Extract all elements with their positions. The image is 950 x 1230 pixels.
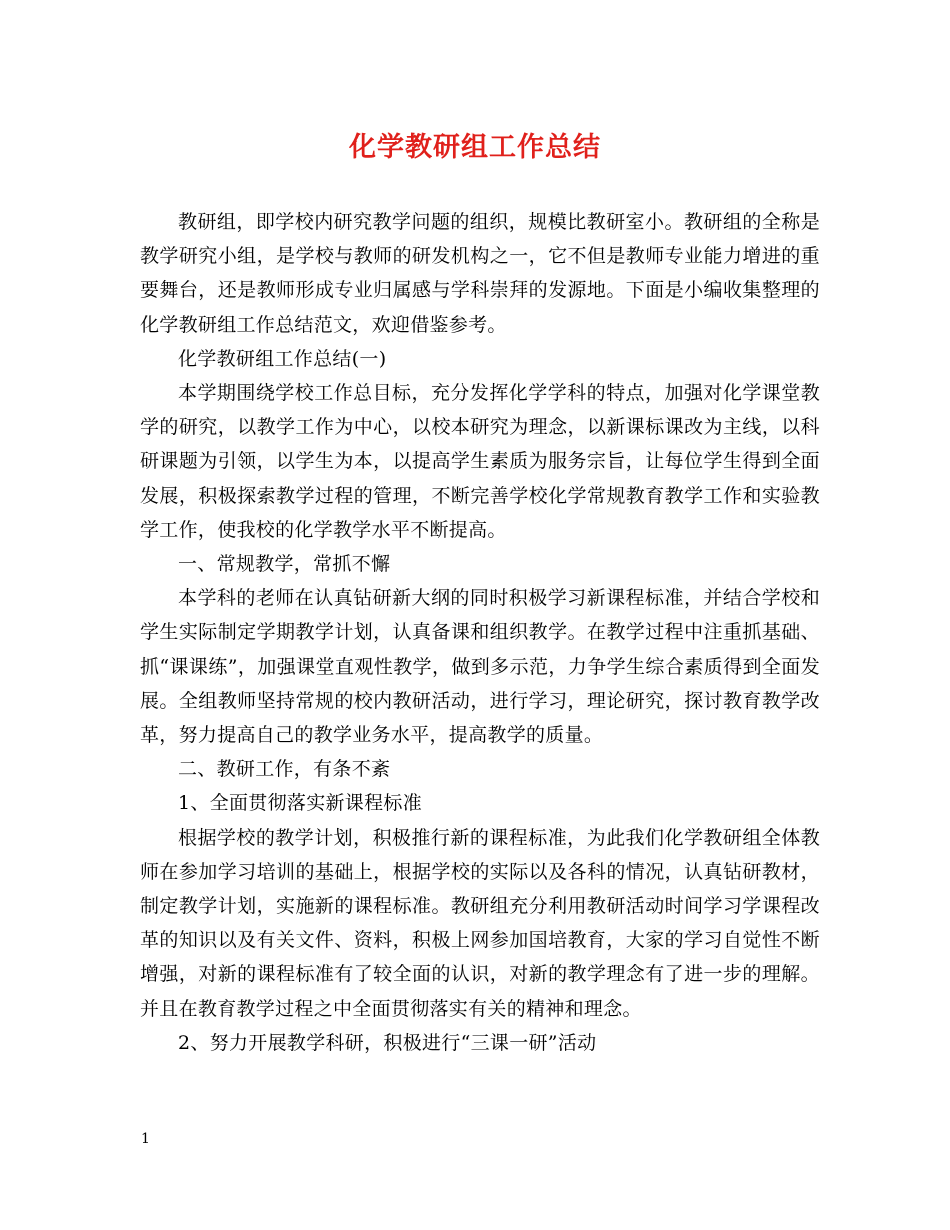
paragraph-intro: 教研组，即学校内研究教学问题的组织，规模比教研室小。教研组的全称是教学研究小组，是学校与教师的研发机构之一，它不但是教师专业能力增进的重要舞台，还是教师形成专业归属感与学科崇拜的发源地。下面是小编收集整理的化学教研组工作总结范文，欢迎借鉴参考。 — [140, 211, 820, 336]
subheading-teaching-research: 2、努力开展教学科研，积极进行“三课一研”活动 — [178, 1031, 597, 1054]
page-number: 1 — [141, 1131, 150, 1147]
paragraph-overview: 本学期围绕学校工作总目标，充分发挥化学学科的特点，加强对化学课堂教学的研究，以教学工作为中心，以校本研究为理念，以新课标课改为主线，以科研课题为引领，以学生为本，以提高学生素质为服务宗旨，让每位学生得到全面发展，积极探索教学过程的管理，不断完善学校化学常规教育教学工作和实验教学工作，使我校的化学教学水平不断提高。 — [140, 382, 820, 541]
paragraph-routine-teaching: 本学科的老师在认真钻研新大纲的同时积极学习新课程标准，并结合学校和学生实际制定学期教学计划，认真备课和组织教学。在教学过程中注重抓基础、抓“课课练”，加强课堂直观性教学，做到多示范，力争学生综合素质得到全面发展。全组教师坚持常规的校内教研活动，进行学习，理论研究，探讨教育教学改革，努力提高自己的教学业务水平，提高教学的质量。 — [140, 587, 820, 747]
section-heading-routine-teaching: 一、常规教学，常抓不懈 — [178, 553, 391, 576]
section-heading-research-work: 二、教研工作，有条不紊 — [178, 758, 391, 781]
subheading-curriculum-standard: 1、全面贯彻落实新课程标准 — [178, 792, 422, 815]
paragraph-curriculum-standard: 根据学校的教学计划，积极推行新的课程标准，为此我们化学教研组全体教师在参加学习培训的基础上，根据学校的实际以及各科的情况，认真钻研教材，制定教学计划，实施新的课程标准。教研组充分利用教研活动时间学习学课程改革的知识以及有关文件、资料，积极上网参加国培教育，大家的学习自觉性不断增强，对新的课程标准有了较全面的认识，对新的教学理念有了进一步的理解。并且在教育教学过程之中全面贯彻落实有关的精神和理念。 — [140, 826, 820, 1020]
section-heading-part-one: 化学教研组工作总结(一) — [178, 347, 387, 370]
document-title: 化学教研组工作总结 — [349, 132, 601, 163]
document-body — [140, 205, 820, 1060]
